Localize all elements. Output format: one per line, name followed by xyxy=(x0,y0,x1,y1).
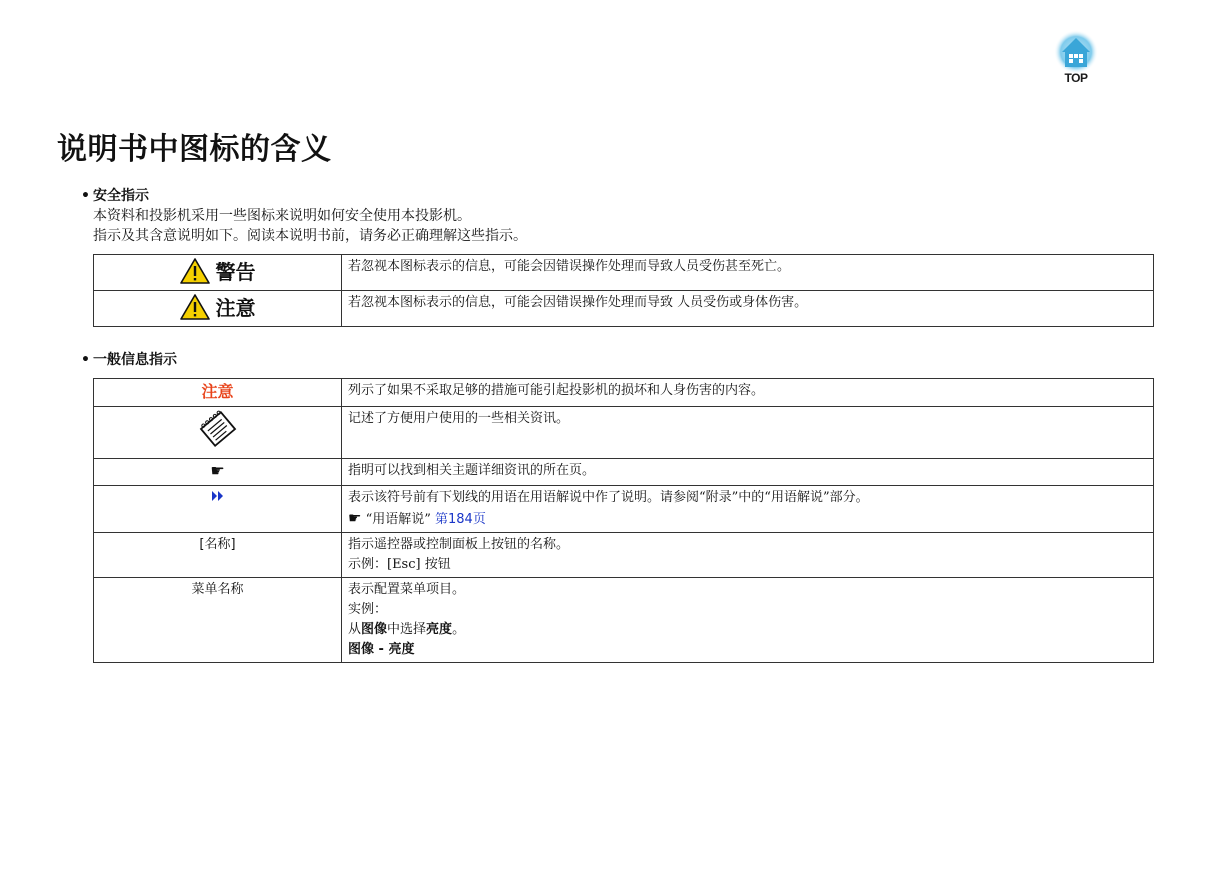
pointer-cell xyxy=(94,459,342,486)
safety-table xyxy=(93,254,1154,327)
double-arrow-icon xyxy=(212,491,224,501)
safety-section xyxy=(81,186,1156,327)
table-row xyxy=(94,459,1154,486)
warning-desc: 若忽视本图标表示的信息，可能会因错误操作处理而导致人员受伤甚至死亡。 xyxy=(342,255,1154,291)
glossary-desc: 表示该符号前有下划线的用语在用语解说中作了说明。请参阅“附录”中的“用语解说”部分。 xyxy=(348,490,869,505)
caution-cell xyxy=(94,291,342,327)
table-row xyxy=(94,578,1154,663)
menu-example-brightness: 亮度 xyxy=(426,622,453,637)
attention-cell xyxy=(94,379,342,407)
general-section xyxy=(81,350,1156,663)
menu-example-mid: 中选择 xyxy=(387,622,427,637)
menu-name-cell xyxy=(94,578,342,663)
button-name-desc-cell xyxy=(342,533,1154,578)
glossary-desc-cell xyxy=(342,486,1154,533)
menu-example-prefix: 从 xyxy=(348,622,362,637)
button-name-label: [名称] xyxy=(199,537,236,552)
safety-heading xyxy=(81,186,1156,206)
menu-path: 图像 - 亮度 xyxy=(348,642,415,657)
general-heading-text: 一般信息指示 xyxy=(93,352,177,368)
table-row xyxy=(94,486,1154,533)
general-heading xyxy=(81,350,1156,370)
top-label: TOP xyxy=(1064,71,1088,85)
button-name-desc: 指示遥控器或控制面板上按钮的名称。 xyxy=(348,537,570,552)
safety-intro-line2: 指示及其含意说明如下。阅读本说明书前，请务必正确理解这些指示。 xyxy=(93,228,527,244)
table-row xyxy=(94,533,1154,578)
glossary-reference xyxy=(348,508,1147,530)
warning-triangle-icon xyxy=(180,258,210,284)
pointing-hand-icon: ☛ xyxy=(348,509,362,527)
pointer-desc: 指明可以找到相关主题详细资讯的所在页。 xyxy=(342,459,1154,486)
attention-desc: 列示了如果不采取足够的措施可能引起投影机的损坏和人身伤害的内容。 xyxy=(342,379,1154,407)
memo-cell xyxy=(94,407,342,459)
attention-label: 注意 xyxy=(201,382,234,401)
button-name-example: 示例：[Esc] 按钮 xyxy=(348,557,451,572)
pointing-hand-icon: ☛ xyxy=(210,461,225,480)
safety-intro-line1: 本资料和投影机采用一些图标来说明如何安全使用本投影机。 xyxy=(93,208,471,224)
caution-label: 注意 xyxy=(215,296,256,320)
glossary-cell xyxy=(94,486,342,533)
menu-name-desc-cell xyxy=(342,578,1154,663)
table-row xyxy=(94,379,1154,407)
memo-desc: 记述了方便用户使用的一些相关资讯。 xyxy=(342,407,1154,459)
warning-cell xyxy=(94,255,342,291)
table-row xyxy=(94,291,1154,327)
table-row xyxy=(94,407,1154,459)
menu-example-image: 图像 xyxy=(361,622,388,637)
memo-pad-icon xyxy=(197,409,239,449)
bullet-icon: • xyxy=(81,188,90,204)
menu-example-sentence xyxy=(348,620,1147,640)
top-home-icon xyxy=(1050,28,1102,74)
caution-desc: 若忽视本图标表示的信息，可能会因错误操作处理而导致 人员受伤或身体伤害。 xyxy=(342,291,1154,327)
page-title: 说明书中图标的含义 xyxy=(57,132,332,167)
top-button[interactable] xyxy=(1050,28,1102,86)
bullet-icon: • xyxy=(81,352,90,368)
warning-label: 警告 xyxy=(215,260,256,284)
button-name-cell xyxy=(94,533,342,578)
menu-name-label: 菜单名称 xyxy=(191,582,244,597)
glossary-ref-text: “用语解说” xyxy=(361,512,436,527)
warning-triangle-icon xyxy=(180,294,210,320)
general-table xyxy=(93,378,1154,663)
glossary-page-link[interactable]: 第184页 xyxy=(435,512,486,527)
menu-example-end: 。 xyxy=(452,622,466,637)
menu-example-label: 实例： xyxy=(348,602,388,617)
safety-heading-text: 安全指示 xyxy=(93,188,149,204)
table-row xyxy=(94,255,1154,291)
menu-name-desc: 表示配置菜单项目。 xyxy=(348,582,466,597)
